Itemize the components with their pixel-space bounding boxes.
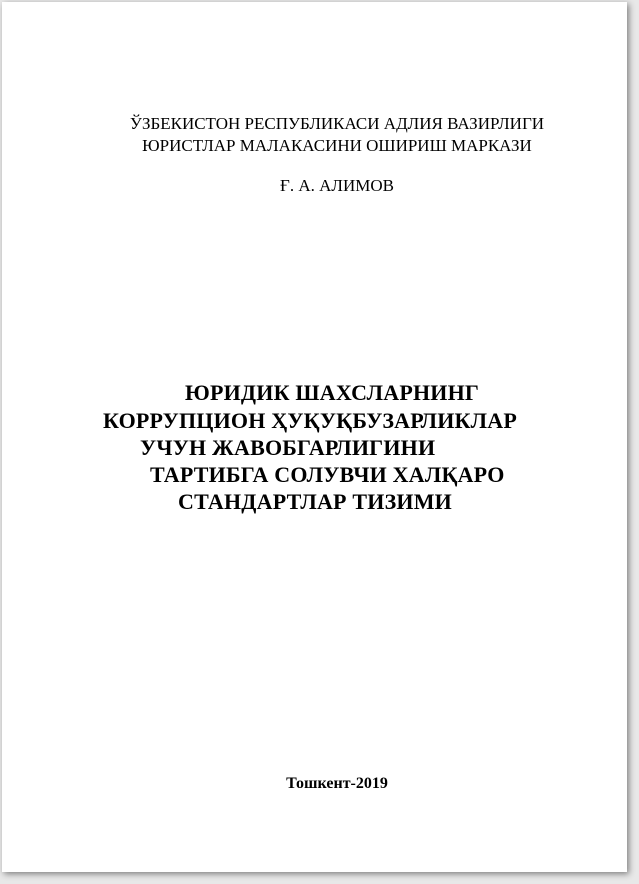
title-line-1: ЮРИДИК ШАХСЛАРНИНГ	[185, 380, 480, 405]
center-name: ЮРИСТЛАР МАЛАКАСИНИ ОШИРИШ МАРКАЗИ	[142, 136, 532, 155]
ministry-name: ЎЗБЕКИСТОН РЕСПУБЛИКАСИ АДЛИЯ ВАЗИРЛИГИ	[129, 114, 545, 133]
title-line-3: УЧУН ЖАВОБГАРЛИГИНИ	[140, 435, 436, 460]
title-line-5: СТАНДАРТЛАР ТИЗИМИ	[178, 489, 452, 514]
document-page	[2, 2, 627, 872]
title-line-2: КОРРУПЦИОН ҲУҚУҚБУЗАРЛИКЛАР	[103, 408, 517, 433]
place-and-year: Тошкент-2019	[286, 775, 388, 792]
title-line-4: ТАРТИБГА СОЛУВЧИ ХАЛҚАРО	[150, 462, 505, 487]
author-name: Ғ. А. АЛИМОВ	[280, 176, 394, 195]
